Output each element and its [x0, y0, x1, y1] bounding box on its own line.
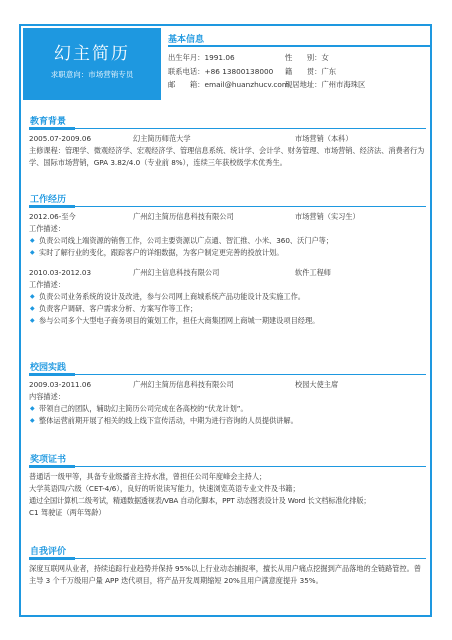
birth-date: 出生年月：1991.06 [168, 53, 235, 62]
campus-title: 校园实践 [30, 363, 67, 373]
spacer [29, 259, 426, 267]
list-item [29, 291, 426, 303]
education-period: 2005.07-2009.06 [29, 134, 92, 143]
bullet-diamond-icon: ◆ [30, 237, 35, 244]
award-line: 大学英语四/六级（CET-4/6），良好的听说读写能力，快速浏览英语专业文件及书籍； [29, 484, 300, 493]
bullet-text: 整体运营前期开展了相关的线上线下宣传活动，中期为进行咨询的人员提供讲解。 [39, 416, 298, 425]
email: 邮 箱：email@huanzhucv.com [168, 80, 289, 89]
bullet-text: 参与公司多个大型电子商务项目的策划工作，担任大商集团网上商城一期建设项目经理。 [39, 316, 320, 325]
award-line: C1 驾驶证（两年驾龄） [29, 508, 106, 517]
bullet-diamond-icon: ◆ [30, 305, 35, 312]
work-section [29, 192, 426, 327]
education-description: 主修课程：管理学、微观经济学、宏观经济学、管理信息系统、统计学、会计学、财务管理、市场营销、经济法、消费者行为学、国际市场营销，GPA 3.82/4.0（专业前 8%），连续三年获校级学术优秀生。 [29, 146, 425, 167]
award-line: 普通话一级甲等，具备专业级播音主持水准，曾担任公司年度峰会主持人； [29, 472, 267, 481]
campus-section [29, 360, 426, 427]
basic-info-block [168, 32, 430, 92]
bullet-text: 负责公司线上端资源的销售工作，公司主要资源以广点通、智汇推、小米、360、沃门户等； [39, 236, 334, 245]
self-eval-text: 深度互联网从业者，持续追踪行业趋势并保持 95%以上行业动态捕捉率，擅长从用户痛点挖掘到产品落地的全链路管控。曾主导 3 个千万级用户量 APP 迭代项目，将产品开发周期缩短 20%且用户满意度提升 35%。 [29, 564, 422, 585]
list-item [29, 303, 426, 315]
bullet-diamond-icon: ◆ [30, 317, 35, 324]
info-row [168, 65, 430, 79]
bullet-diamond-icon: ◆ [30, 249, 35, 256]
address: 现居地址：广州市海珠区 [285, 80, 366, 89]
campus-org: 广州幻主简历信息科技有限公司 [133, 380, 234, 389]
school-name: 幻主简历师范大学 [133, 134, 191, 143]
education-row [29, 133, 426, 145]
section-divider [29, 374, 426, 375]
info-row [168, 51, 430, 65]
job-desc-label: 工作描述： [29, 280, 65, 289]
gender: 性 别：女 [285, 53, 329, 62]
bullet-text: 负责公司业务系统的设计及改进，参与公司网上商城系统产品功能设计及实施工作。 [39, 292, 305, 301]
basic-info-title: 基本信息 [168, 35, 205, 45]
job-period: 2012.06-至今 [29, 212, 76, 221]
resume-frame [19, 24, 432, 617]
bullet-diamond-icon: ◆ [30, 417, 35, 424]
section-divider [29, 466, 426, 467]
company-name: 广州幻主简历信息科技有限公司 [133, 212, 234, 221]
section-divider [29, 206, 426, 207]
section-divider [29, 128, 426, 129]
bullet-diamond-icon: ◆ [30, 293, 35, 300]
bullet-diamond-icon: ◆ [30, 405, 35, 412]
award-line: 通过全国计算机二级考试，精通数据透视表/VBA 自动化脚本，PPT 动态图表设计及 Word 长文档标准化排版； [29, 496, 371, 505]
job-period: 2010.03-2012.03 [29, 268, 92, 277]
hometown: 籍 贯：广东 [285, 66, 337, 76]
awards-title: 奖项证书 [30, 455, 67, 465]
list-item [29, 315, 426, 327]
section-divider [29, 558, 426, 559]
company-name: 广州幻主信息科技有限公司 [133, 268, 220, 277]
candidate-name: 幻主简历 [54, 44, 130, 64]
campus-row [29, 379, 426, 391]
job-position: 软件工程师 [295, 268, 331, 277]
list-item [29, 247, 426, 259]
list-item [29, 415, 426, 427]
campus-period: 2009.03-2011.06 [29, 380, 92, 389]
job-intent: 求职意向：市场营销专员 [50, 70, 134, 79]
campus-desc-label: 内容描述： [29, 392, 65, 401]
phone: 联系电话：+86 13800138000 [168, 66, 274, 76]
list-item [29, 235, 426, 247]
job-row [29, 211, 426, 223]
major: 市场营销（本科） [295, 134, 353, 143]
name-banner [23, 28, 161, 100]
list-item [29, 403, 426, 415]
job-desc-label: 工作描述： [29, 224, 65, 233]
awards-section [29, 452, 426, 519]
job-row [29, 267, 426, 279]
job-position: 市场营销（实习生） [295, 212, 360, 221]
info-row [168, 78, 430, 92]
bullet-text: 带领自己的团队，辅助幻主简历公司完成在各高校的“伏龙计划”。 [39, 404, 248, 413]
education-title: 教育背景 [30, 117, 67, 127]
campus-role: 校园大使主席 [295, 380, 339, 389]
bullet-text: 实时了解行业的变化，跟踪客户的详细数据，为客户制定更完善的投放计划。 [39, 248, 284, 257]
resume-header [21, 26, 432, 106]
self-eval-title: 自我评价 [30, 547, 67, 557]
work-title: 工作经历 [30, 195, 67, 205]
bullet-text: 负责客户调研、客户需求分析、方案写作等工作； [39, 304, 198, 313]
education-section [29, 114, 426, 169]
basic-info-divider [168, 45, 430, 47]
self-eval-section [29, 544, 426, 587]
